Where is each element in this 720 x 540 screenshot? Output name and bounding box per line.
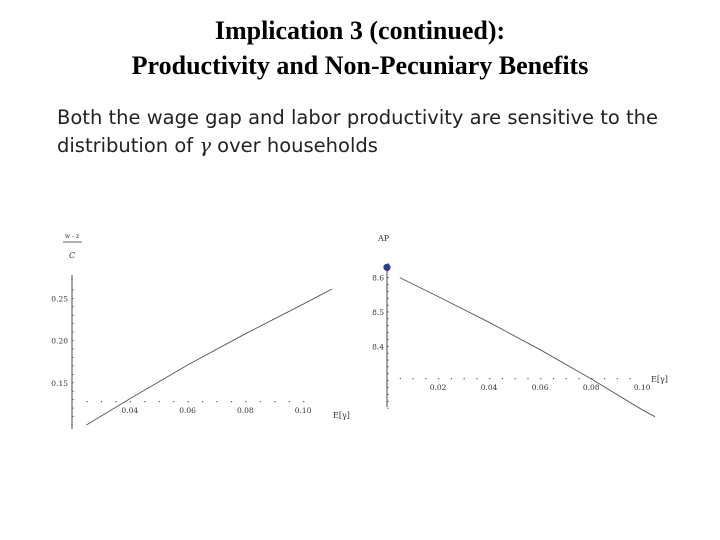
x-tick-label: 0.06 (531, 383, 549, 392)
x-axis-dot (464, 378, 465, 379)
x-axis-dot (289, 401, 290, 402)
x-axis-dot (202, 401, 203, 402)
y-tick-label: 0.25 (51, 294, 68, 304)
x-axis-dot (515, 378, 516, 379)
x-axis-dot (451, 378, 452, 379)
x-tick-label: 0.08 (236, 406, 254, 415)
x-axis-dot (591, 378, 592, 379)
productivity-line (400, 278, 655, 417)
x-axis-dot (476, 378, 477, 379)
body-text-line-2-end: over households (210, 134, 378, 157)
y-tick-label: 8.5 (372, 307, 384, 317)
body-text-line-2 (57, 134, 378, 157)
body-text-line-1: Both the wage gap and labor productivity are sensitive to the (57, 106, 659, 129)
x-axis-dot (216, 401, 217, 402)
x-axis-dot (413, 378, 414, 379)
y-tick-label: 0.15 (51, 378, 68, 388)
x-axis-dot (115, 401, 116, 402)
data-point-marker (383, 264, 390, 271)
x-axis-dot (438, 378, 439, 379)
x-axis-dot (274, 401, 275, 402)
x-axis-dot (188, 401, 189, 402)
y-axis-label: AP (378, 234, 390, 243)
x-axis-dot (553, 378, 554, 379)
y-tick-label: 0.20 (51, 336, 68, 346)
x-axis-dot (130, 401, 131, 402)
x-tick-label: 0.02 (429, 383, 447, 392)
x-axis-dot (578, 378, 579, 379)
x-axis-dot (303, 401, 304, 402)
x-tick-label: 0.10 (294, 406, 312, 415)
x-axis-dot (144, 401, 145, 402)
x-tick-label: 0.04 (480, 383, 498, 392)
x-axis-dot (245, 401, 246, 402)
wage-gap-chart (40, 225, 360, 440)
ylabel-numerator: w - z (64, 233, 80, 240)
body-text-line-2-start: distribution of (57, 134, 200, 157)
x-axis-dot (604, 378, 605, 379)
x-tick-label: 0.06 (179, 406, 196, 415)
x-axis-label: E[γ] (651, 375, 668, 384)
x-axis-dot (400, 378, 401, 379)
x-axis-dot (617, 378, 618, 379)
gamma-symbol: γ (199, 134, 211, 157)
slide-title-line-1: Implication 3 (continued): (214, 16, 506, 45)
x-axis-dot (86, 401, 87, 402)
labor-productivity-chart (360, 225, 680, 425)
x-axis-dot (502, 378, 503, 379)
x-axis-dot (566, 378, 567, 379)
x-tick-label: 0.10 (633, 383, 651, 392)
x-tick-label: 0.04 (121, 406, 139, 415)
x-axis-dot (527, 378, 528, 379)
slide-title-line-2: Productivity and Non-Pecuniary Benefits (131, 51, 589, 80)
x-axis-dot (231, 401, 232, 402)
x-axis-dot (489, 378, 490, 379)
ylabel-denominator: C (68, 251, 76, 260)
x-axis-dot (425, 378, 426, 379)
wage-gap-line (86, 289, 332, 425)
x-axis-dot (159, 401, 160, 402)
y-tick-label: 8.6 (372, 273, 384, 283)
x-axis-label: E[γ] (333, 411, 350, 420)
x-axis-dot (101, 401, 102, 402)
x-axis-dot (260, 401, 261, 402)
x-axis-dot (173, 401, 174, 402)
x-axis-dot (540, 378, 541, 379)
x-axis-dot (629, 378, 630, 379)
x-tick-label: 0.08 (582, 383, 600, 392)
y-tick-label: 8.4 (372, 342, 384, 352)
